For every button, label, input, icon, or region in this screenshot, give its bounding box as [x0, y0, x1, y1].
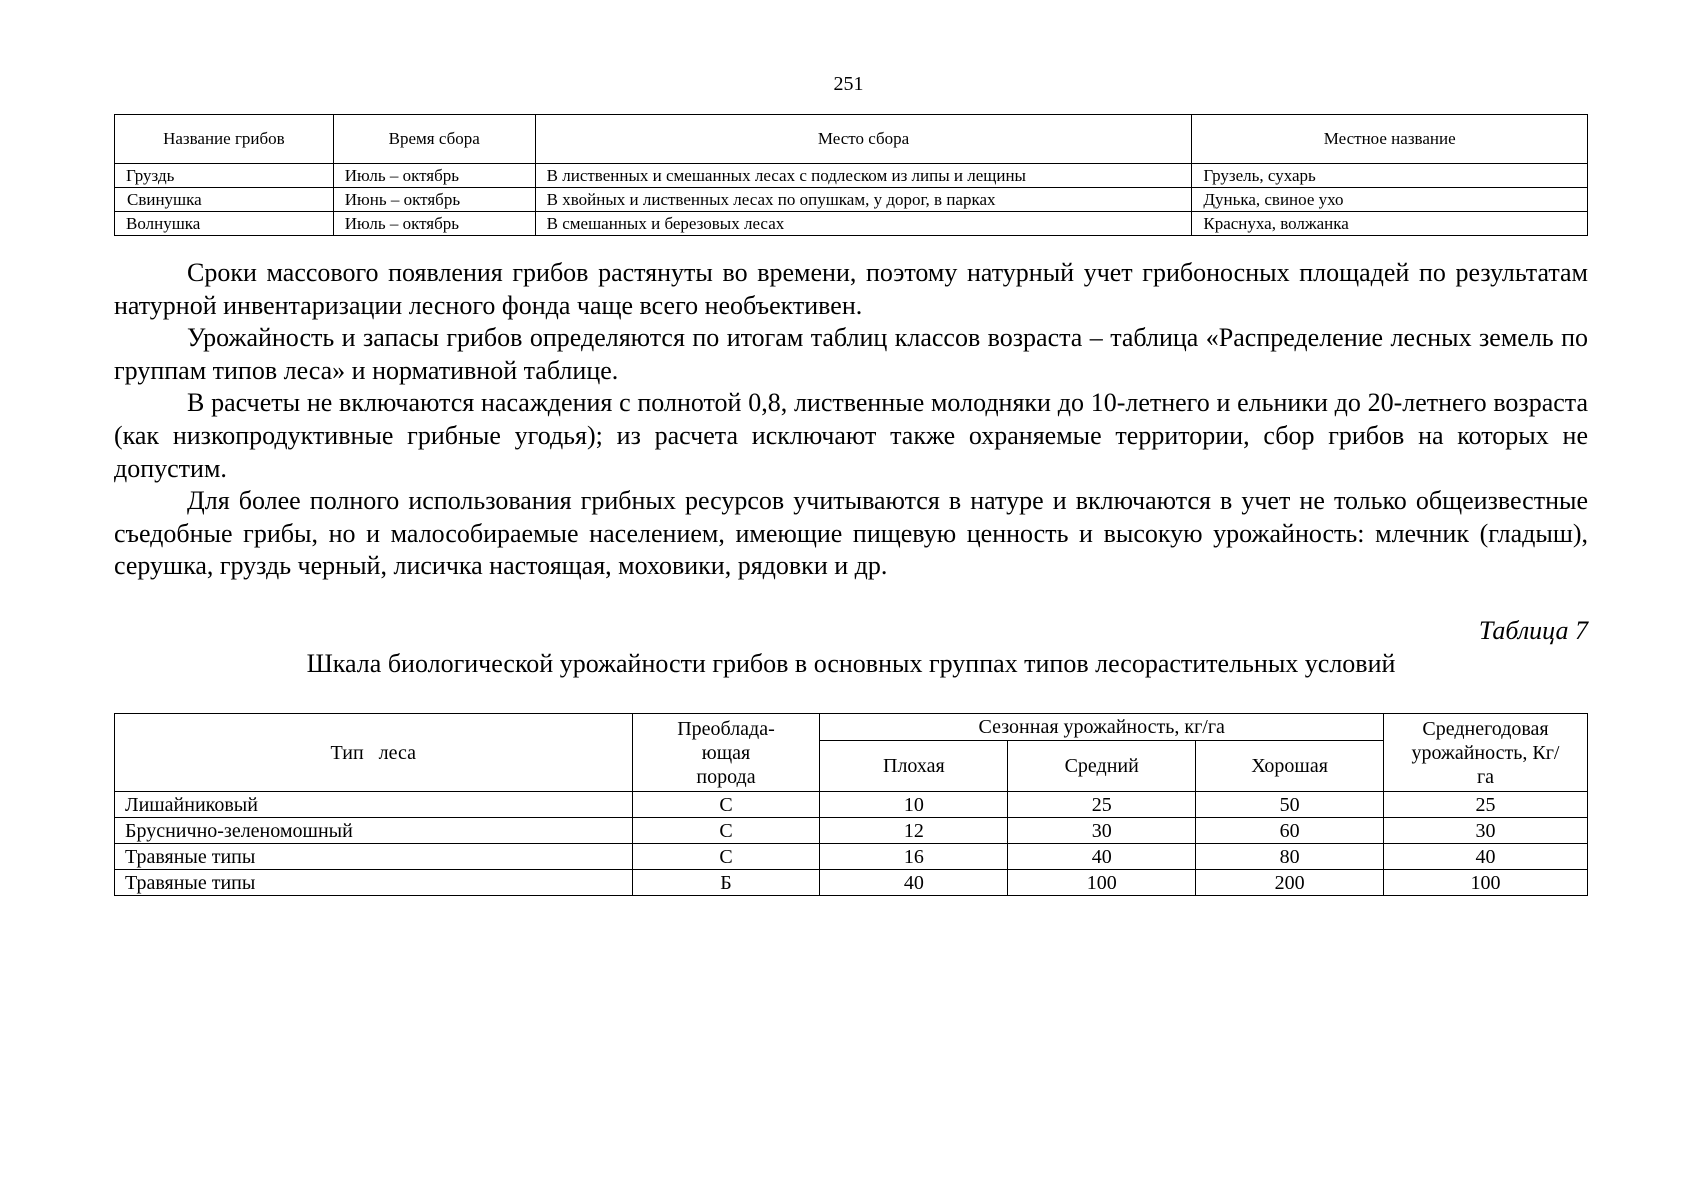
table-cell: В хвойных и лиственных лесах по опушкам, у дорог, в парках	[535, 188, 1192, 212]
header-seasonal-yield: Сезонная урожайность, кг/га	[820, 714, 1384, 741]
table-cell: Травяные типы	[115, 844, 633, 870]
table-cell: Дунька, свиное ухо	[1192, 188, 1588, 212]
table-cell: Лишайниковый	[115, 792, 633, 818]
table-row	[115, 818, 1588, 844]
table-cell: 10	[820, 792, 1008, 818]
table-cell: 16	[820, 844, 1008, 870]
table-cell: 25	[1384, 792, 1588, 818]
header-average-yield-text: Среднегодовая урожайность, Кг/га	[1411, 717, 1560, 788]
table-cell: Июль – октябрь	[333, 212, 535, 236]
table-header-row	[115, 115, 1588, 164]
header-average-yield	[1384, 714, 1588, 792]
table-row	[115, 870, 1588, 896]
table-cell: 40	[1008, 844, 1196, 870]
paragraph: Для более полного использования грибных ресурсов учитываются в натуре и включаются в учет не только общеизвестные съедобные грибы, но и малособираемые населением, имеющие пищевую ценность и высокую урожайность: млечник (гладыш), серушка, груздь черный, лисичка настоящая, моховики, рядовки и др.	[114, 486, 1588, 581]
table-header-row	[115, 714, 1588, 741]
table-cell: В смешанных и березовых лесах	[535, 212, 1192, 236]
table-cell: 200	[1196, 870, 1384, 896]
table-cell: Июнь – октябрь	[333, 188, 535, 212]
table-cell: 40	[1384, 844, 1588, 870]
header-local-name: Местное название	[1192, 115, 1588, 164]
table-cell: Грузель, сухарь	[1192, 164, 1588, 188]
table-cell: С	[632, 844, 820, 870]
table-cell: 30	[1384, 818, 1588, 844]
table-cell: Травяные типы	[115, 870, 633, 896]
mushroom-yield-table	[114, 713, 1588, 896]
paragraph: Сроки массового появления грибов растянуты во времени, поэтому натурный учет грибоносных площадей по результатам натурной инвентаризации лесного фонда чаще всего необъективен.	[114, 258, 1588, 320]
table-cell: Волнушка	[115, 212, 334, 236]
header-dominant-species	[632, 714, 820, 792]
table-cell: 30	[1008, 818, 1196, 844]
paragraph: В расчеты не включаются насаждения с полнотой 0,8, лиственные молодняки до 10-летнего и ельники до 20-летнего возраста (как низкопродуктивные грибные угодья); из расчета исключают также охраняемые территории, сбор грибов на которых не допустим.	[114, 388, 1588, 483]
table-label: Таблица 7	[1478, 616, 1588, 645]
table-row	[115, 164, 1588, 188]
mushroom-collection-table	[114, 114, 1588, 236]
header-collection-place: Место сбора	[535, 115, 1192, 164]
table-cell: Июль – октябрь	[333, 164, 535, 188]
table-cell: 25	[1008, 792, 1196, 818]
header-medium: Средний	[1008, 741, 1196, 792]
header-mushroom-name: Название грибов	[115, 115, 334, 164]
table-cell: В лиственных и смешанных лесах с подлеском из липы и лещины	[535, 164, 1192, 188]
table-title: Шкала биологической урожайности грибов в основных группах типов лесорастительных условий	[306, 649, 1396, 678]
table-cell: С	[632, 818, 820, 844]
body-text	[114, 257, 1588, 583]
table-cell: Бруснично-зеленомошный	[115, 818, 633, 844]
table-cell: Б	[632, 870, 820, 896]
header-good: Хорошая	[1196, 741, 1384, 792]
table-cell: 40	[820, 870, 1008, 896]
table-cell: С	[632, 792, 820, 818]
table-cell: 100	[1008, 870, 1196, 896]
table-cell: 80	[1196, 844, 1384, 870]
table-row	[115, 212, 1588, 236]
table-row	[115, 792, 1588, 818]
header-forest-type: Тип леса	[115, 714, 633, 792]
table-row	[115, 188, 1588, 212]
page-number: 251	[833, 73, 864, 95]
header-dominant-species-text: Преоблада-ющая порода	[677, 717, 775, 788]
table-cell: 60	[1196, 818, 1384, 844]
table-cell: Груздь	[115, 164, 334, 188]
table-cell: 100	[1384, 870, 1588, 896]
header-poor: Плохая	[820, 741, 1008, 792]
table-cell: Свинушка	[115, 188, 334, 212]
table-cell: 50	[1196, 792, 1384, 818]
header-collection-time: Время сбора	[333, 115, 535, 164]
table-row	[115, 844, 1588, 870]
paragraph: Урожайность и запасы грибов определяются по итогам таблиц классов возраста – таблица «Распределение лесных земель по группам типов леса» и нормативной таблице.	[114, 323, 1588, 385]
table-cell: 12	[820, 818, 1008, 844]
table-cell: Краснуха, волжанка	[1192, 212, 1588, 236]
